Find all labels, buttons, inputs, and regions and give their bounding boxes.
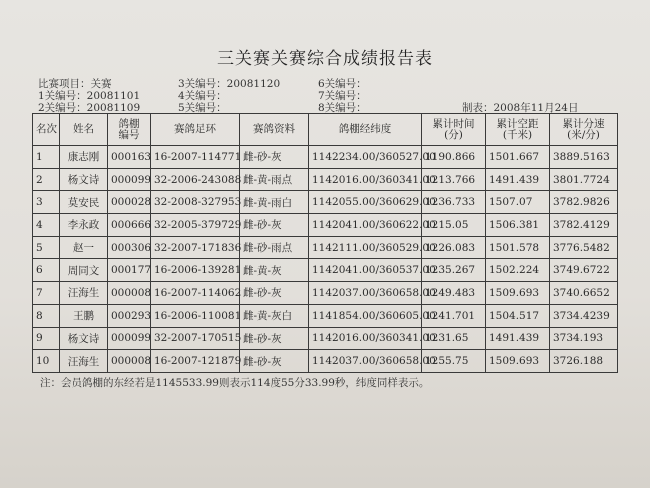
table-cell: 雌-黄-雨点 <box>240 168 309 191</box>
table-cell: 3726.188 <box>550 350 618 373</box>
table-cell: 1190.866 <box>422 146 486 169</box>
table-cell: 16-2007-114771 <box>151 146 240 169</box>
table-cell: 莫安民 <box>60 191 108 214</box>
table-cell: 雌-砂-灰 <box>240 282 309 305</box>
table-row <box>33 236 618 259</box>
table-row <box>33 259 618 282</box>
column-header: 鸽棚经纬度 <box>309 114 422 146</box>
column-header: 赛鸽资料 <box>240 114 309 146</box>
table-cell: 1142016.00/360341.00 <box>309 168 422 191</box>
meta-stage-4: 4关编号： <box>178 90 227 102</box>
table-cell: 1215.05 <box>422 214 486 237</box>
meta-stage-2: 2关编号：20081109 <box>38 102 141 114</box>
table-cell: 3740.6652 <box>550 282 618 305</box>
table-cell: 32-2006-243088 <box>151 168 240 191</box>
table-cell: 3782.4129 <box>550 214 618 237</box>
table-cell: 1231.65 <box>422 327 486 350</box>
table-cell: 3889.5163 <box>550 146 618 169</box>
table-cell: 1509.693 <box>486 282 550 305</box>
table-cell: 1502.224 <box>486 259 550 282</box>
table-cell: 000293 <box>108 304 151 327</box>
table-cell: 000099 <box>108 327 151 350</box>
table-cell: 10 <box>33 350 60 373</box>
table-row <box>33 350 618 373</box>
table-cell: 康志刚 <box>60 146 108 169</box>
table-cell: 3734.4239 <box>550 304 618 327</box>
column-header: 名次 <box>33 114 60 146</box>
table-cell: 赵一 <box>60 236 108 259</box>
meta-column-2 <box>178 78 280 114</box>
table-cell: 8 <box>33 304 60 327</box>
table-cell: 雌-黄-灰白 <box>240 304 309 327</box>
table-cell: 1142055.00/360629.00 <box>309 191 422 214</box>
table-cell: 雌-砂-灰 <box>240 327 309 350</box>
table-cell: 3 <box>33 191 60 214</box>
column-header: 姓名 <box>60 114 108 146</box>
table-row <box>33 214 618 237</box>
table-cell: 16-2007-121879 <box>151 350 240 373</box>
table-cell: 雌-砂-灰 <box>240 146 309 169</box>
table-cell: 1491.439 <box>486 168 550 191</box>
table-cell: 王鹏 <box>60 304 108 327</box>
table-cell: 杨文诗 <box>60 327 108 350</box>
table-cell: 1509.693 <box>486 350 550 373</box>
table-cell: 16-2006-139281 <box>151 259 240 282</box>
table-cell: 1142037.00/360658.00 <box>309 350 422 373</box>
table-cell: 汪海生 <box>60 350 108 373</box>
table-body <box>33 146 618 373</box>
table-cell: 1249.483 <box>422 282 486 305</box>
meta-stage-8: 8关编号： <box>318 102 367 114</box>
report-title: 三关赛关赛综合成绩报告表 <box>217 49 433 69</box>
table-cell: 000666 <box>108 214 151 237</box>
table-cell: 1142111.00/360529.00 <box>309 236 422 259</box>
table-cell: 1491.439 <box>486 327 550 350</box>
column-header: 赛鸽足环 <box>151 114 240 146</box>
table-cell: 1226.083 <box>422 236 486 259</box>
table-cell: 1501.667 <box>486 146 550 169</box>
table-cell: 000028 <box>108 191 151 214</box>
table-row <box>33 304 618 327</box>
report-date: 制表：2008年11月24日 <box>462 102 579 114</box>
table-cell: 1507.07 <box>486 191 550 214</box>
meta-column-1 <box>38 78 140 114</box>
table-cell: 16-2006-110081 <box>151 304 240 327</box>
table-cell: 3749.6722 <box>550 259 618 282</box>
meta-stage-5: 5关编号： <box>178 102 227 114</box>
table-header-row <box>33 114 618 146</box>
table-cell: 雌-黄-灰 <box>240 259 309 282</box>
table-cell: 000163 <box>108 146 151 169</box>
table-cell: 5 <box>33 236 60 259</box>
table-cell: 1142041.00/360537.00 <box>309 259 422 282</box>
table-cell: 1 <box>33 146 60 169</box>
table-cell: 6 <box>33 259 60 282</box>
table-cell: 李永政 <box>60 214 108 237</box>
table-cell: 000008 <box>108 350 151 373</box>
table-cell: 杨文诗 <box>60 168 108 191</box>
table-cell: 3776.5482 <box>550 236 618 259</box>
table-cell: 雌-砂-灰 <box>240 350 309 373</box>
meta-stage-3: 3关编号：20081120 <box>178 78 281 90</box>
table-cell: 7 <box>33 282 60 305</box>
table-cell: 000099 <box>108 168 151 191</box>
table-cell: 1241.701 <box>422 304 486 327</box>
table-row <box>33 168 618 191</box>
table-cell: 1501.578 <box>486 236 550 259</box>
meta-stage-6: 6关编号： <box>318 78 367 90</box>
table-cell: 16-2007-114062 <box>151 282 240 305</box>
table-cell: 1235.267 <box>422 259 486 282</box>
table-cell: 000306 <box>108 236 151 259</box>
table-row <box>33 282 618 305</box>
table-cell: 1255.75 <box>422 350 486 373</box>
table-cell: 1142016.00/360341.00 <box>309 327 422 350</box>
table-row <box>33 327 618 350</box>
footnote: 注：会员鸽棚的东经若是1145533.99则表示114度55分33.99秒，纬度同样表示。 <box>40 377 430 389</box>
table-cell: 32-2008-327953 <box>151 191 240 214</box>
table-cell: 周同文 <box>60 259 108 282</box>
table-cell: 雌-砂-灰 <box>240 214 309 237</box>
column-header: 累计分速 (米/分) <box>550 114 618 146</box>
table-cell: 000177 <box>108 259 151 282</box>
table-cell: 000008 <box>108 282 151 305</box>
table-cell: 32-2007-171836 <box>151 236 240 259</box>
table-cell: 汪海生 <box>60 282 108 305</box>
table-row <box>33 146 618 169</box>
table-cell: 1213.766 <box>422 168 486 191</box>
table-cell: 1236.733 <box>422 191 486 214</box>
table-cell: 1142041.00/360622.00 <box>309 214 422 237</box>
table-cell: 3782.9826 <box>550 191 618 214</box>
table-row <box>33 191 618 214</box>
table-cell: 1506.381 <box>486 214 550 237</box>
meta-stage-7: 7关编号： <box>318 90 367 102</box>
table-cell: 1504.517 <box>486 304 550 327</box>
table-cell: 9 <box>33 327 60 350</box>
table-cell: 2 <box>33 168 60 191</box>
table-cell: 1142234.00/360527.00 <box>309 146 422 169</box>
table-cell: 1141854.00/360605.00 <box>309 304 422 327</box>
table-cell: 4 <box>33 214 60 237</box>
meta-stage-1: 1关编号：20081101 <box>38 90 141 102</box>
meta-column-3 <box>318 78 367 114</box>
table-cell: 雌-黄-雨白 <box>240 191 309 214</box>
meta-event: 比赛项目：关赛 <box>38 78 112 90</box>
table-cell: 3801.7724 <box>550 168 618 191</box>
column-header: 鸽棚 编号 <box>108 114 151 146</box>
table-cell: 3734.193 <box>550 327 618 350</box>
table-cell: 雌-砂-雨点 <box>240 236 309 259</box>
table-cell: 32-2005-379729 <box>151 214 240 237</box>
column-header: 累计空距 (千米) <box>486 114 550 146</box>
table-cell: 1142037.00/360658.00 <box>309 282 422 305</box>
results-table <box>32 113 618 373</box>
column-header: 累计时间 (分) <box>422 114 486 146</box>
table-cell: 32-2007-170515 <box>151 327 240 350</box>
